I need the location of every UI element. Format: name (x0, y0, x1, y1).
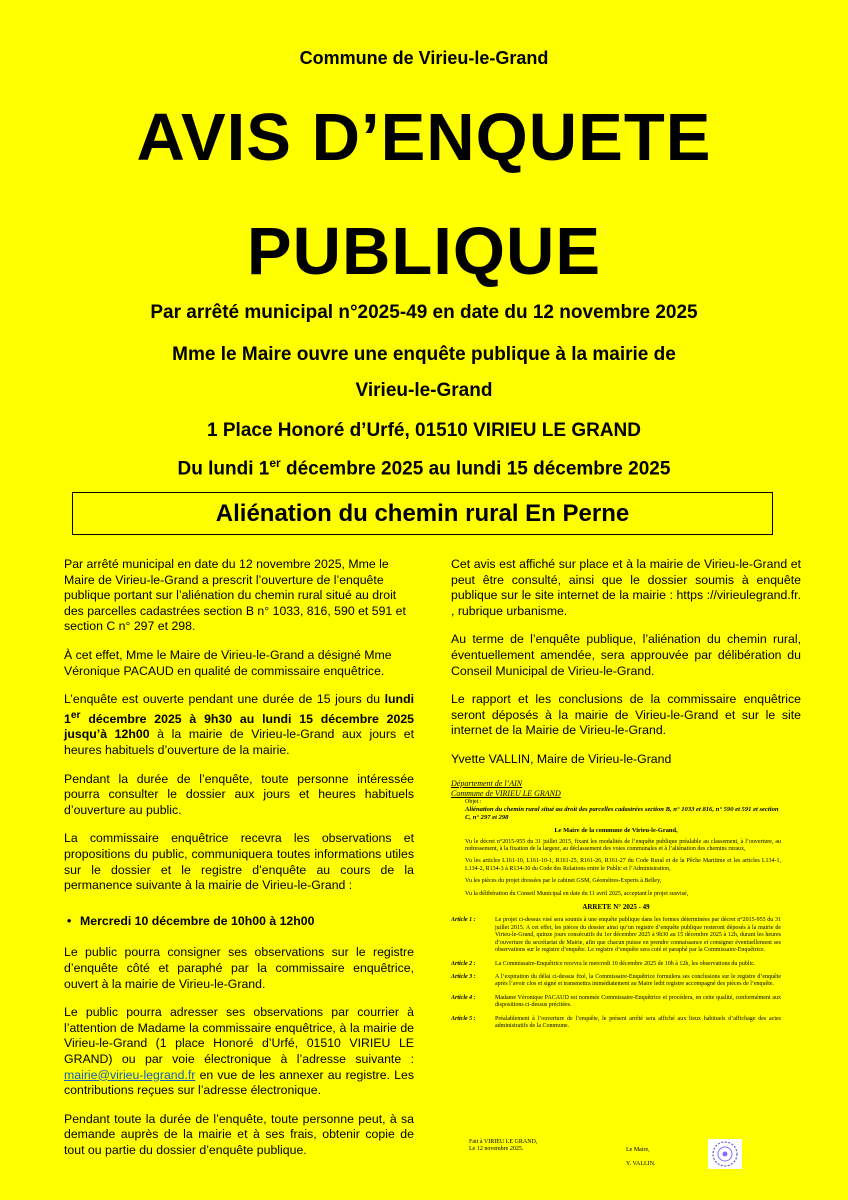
arrete-vu-2: Vu les articles L161-10, L161-10-1, R161-25, R161-26, R161-27 du Code Rural et de la Pêche Maritime et les articles L134-1, L134-2, R134-3 à R134-30 du Code des Relations entre le Public et l’Administration, (465, 858, 781, 872)
fait-date: Le 12 novembre 2025. (469, 1146, 524, 1152)
fait-a (469, 1139, 537, 1153)
arrete-vu-3: Vu les pièces du projet dressées par le cabinet GSM, Géomètres-Experts à Belley, (465, 878, 662, 885)
arrete-signature (626, 1143, 656, 1171)
paragraph-registre: Le public pourra consigner ses observations sur le registre d’enquête côté et paraphé par la commissaire enquêtrice, ouvert à la mairie de Virieu-le-Grand. (64, 945, 414, 991)
duree-location: à la mairie de Virieu-le-Grand aux jours et heures habituels d’ouverture de la mairie. (64, 727, 414, 758)
dates-end: décembre 2025 au lundi 15 décembre 2025 (280, 458, 671, 480)
article-5-label: Article 5 : (451, 1015, 476, 1022)
arrete-number-heading: ARRETE N° 2025 - 49 (582, 903, 650, 912)
title-line-1: AVIS D’ENQUETE (136, 100, 712, 175)
article-4-label: Article 4 : (451, 994, 476, 1001)
paragraph-consultation: Pendant la durée de l’enquête, toute personne intéressée pourra consulter le dossier aux jours et heures habituels d’ouverture au public. (64, 771, 414, 817)
article-3-text: A l’expiration du délai ci-dessus fixé, la Commissaire-Enquêtrice formulera ses conclusions sur le registre d’enquête après l’avoir clos et signé et transmettra immédiatement au Maire ledit registre accompagné des pièces de l’enquête. (495, 973, 781, 988)
article-4-text: Madame Véronique PACAUD est nommée Commissaire-Enquêtrice et procédera, en cette qualité, conformément aux dispositions ci-dessus précitées. (495, 994, 781, 1009)
arrete-article-1 (451, 917, 781, 954)
duree-range: décembre 2025 à 9h30 au lundi 15 décembre 2025 jusqu’à 12h00 (64, 711, 414, 742)
paragraph-duree (64, 692, 414, 758)
arrete-objet: Aliénation du chemin rural situé au droit des parcelles cadastrées section B, n° 1033 et 816, n° 590 et 591 et section C, n° 297 et 298 (465, 806, 779, 821)
enquete-dates (0, 456, 848, 480)
paragraph-affichage: Cet avis est affiché sur place et à la mairie de Virieu-le-Grand et peut être consulté, ainsi que le dossier soumis à enquête publique sur le site internet de la mairie : https ://virieulegrand.fr. , rubrique urbanisme. (451, 557, 801, 618)
signature-line: Yvette VALLIN, Maire de Virieu-le-Grand (451, 751, 672, 766)
commune-name: Commune de Virieu-le-Grand (299, 48, 549, 68)
arrete-article-4 (451, 995, 781, 1010)
arrete-departement: Département de l’AIN (451, 779, 523, 788)
duree-intro: L’enquête est ouverte pendant une durée de 15 jours du (64, 692, 385, 707)
arrete-vu-4: Vu la délibération du Conseil Municipal en date du 11 avril 2025, acceptant le projet susvisé, (465, 890, 689, 897)
arrete-commune: Commune de VIRIEU LE GRAND (451, 789, 561, 798)
paragraph-commissaire: À cet effet, Mme le Maire de Virieu-le-Grand a désigné Mme Véronique PACAUD en qualité de commissaire enquêtrice. (64, 647, 392, 678)
arrete-article-5 (451, 1016, 781, 1031)
paragraph-courrier (64, 1005, 414, 1099)
arrete-maire-heading: Le Maire de la commune de Virieu-le-Grand, (554, 827, 678, 835)
signataire-name: Y. VALLIN. (626, 1161, 656, 1167)
article-2-label: Article 2 : (451, 960, 476, 967)
duree-start: lundi 1 (64, 692, 414, 726)
courrier-text-end: en vue de les annexer au registre. Les contributions reçues sur l’adresse électronique. (64, 1067, 414, 1098)
arrete-objet-label: Objet : (465, 799, 482, 805)
arrete-article-2 (451, 961, 781, 968)
maire-announcement-line-1: Mme le Maire ouvre une enquête publique à la mairie de (172, 344, 676, 365)
paragraph-arrete: Par arrêté municipal en date du 12 novembre 2025, Mme le Maire de Virieu-le-Grand a prescrit l’ouverture de l’enquête publique portant sur l’aliénation du chemin rural situé au droit des parcelles cadastrées section B n° 1033, 816, 590 et 591 et section C n° 297 et 298. (64, 557, 406, 634)
left-column (64, 557, 414, 1172)
article-5-text: Préalablement à l’ouverture de l’enquête, le présent arrêté sera affiché aux lieux habituels d’affichage des actes administratifs de la Commune. (495, 1015, 781, 1029)
article-3-label: Article 3 : (451, 973, 476, 980)
paragraph-permanence: La commissaire enquêtrice recevra les observations et propositions du public, communiquera toutes informations utiles sur le dossier et le registre d’enquête au cours de la permanence suivante à la mairie de Virieu-le-Grand : (64, 831, 414, 893)
arrete-reference: Par arrêté municipal n°2025-49 en date du 12 novembre 2025 (150, 302, 698, 323)
title-line-2: PUBLIQUE (246, 214, 602, 289)
arrete-article-3 (451, 974, 781, 989)
courrier-text: Le public pourra adresser ses observations par courrier à l’attention de Madame la commissaire enquêtrice, à la mairie de Virieu-le-Grand (1 place Honoré d’Urfé, 01510 VIRIEU LE GRAND) ou par voie électronique à l’adresse suivante : (64, 1005, 414, 1066)
maire-announcement-line-2: Virieu-le-Grand (355, 380, 493, 401)
dates-start: Du lundi 1 (177, 458, 270, 480)
dates-superscript: er (269, 456, 281, 470)
article-1-label: Article 1 : (451, 917, 476, 924)
mairie-stamp-icon (708, 1139, 742, 1169)
le-maire-label: Le Maire, (626, 1147, 650, 1153)
paragraph-approbation: Au terme de l’enquête publique, l’aliénation du chemin rural, éventuellement amendée, sera approuvée par délibération du Conseil Municipal de Virieu-le-Grand. (451, 632, 801, 678)
paragraph-rapport: Le rapport et les conclusions de la commissaire enquêtrice seront déposés à la mairie de Virieu-le-Grand et sur le site internet de la Mairie de Virieu-le-Grand. (451, 692, 801, 738)
arrete-document-image (451, 779, 781, 1169)
article-2-text: La Commissaire-Enquêtrice recevra le mercredi 10 décembre 2025 de 10h à 12h, les observations du public. (495, 960, 756, 967)
fait-place: Fait à VIRIEU LE GRAND, (469, 1139, 538, 1145)
duree-superscript: er (70, 709, 81, 721)
mairie-address: 1 Place Honoré d’Urfé, 01510 VIRIEU LE GRAND (207, 420, 641, 441)
permanence-list (64, 914, 414, 930)
mairie-email-link[interactable]: mairie@virieu-legrand.fr (64, 1067, 196, 1082)
article-1-text: Le projet ci-dessus visé sera soumis à une enquête publique dans les formes déterminées par décret n°2015-955 du 31 juillet 2015. A cet effet, les pièces du dossier ainsi qu’un registre d’enquête publique resteront déposés à la mairie de Virieu-le-Grand, quinze jours consécutifs du 1er décembre 2025 à 9h30 au 15 décembre 2025 à 12h, durant les heures d’ouverture du secrétariat de Mairie, afin que chacun puisse en prendre connaissance et consigner éventuellement ses observations sur le registre d’enquête. Le registre d’enquête sera coté et paraphé par la Commissaire-Enquêtrice. (495, 917, 781, 954)
objet-box: Aliénation du chemin rural En Perne (72, 492, 773, 535)
right-column (451, 557, 801, 781)
permanence-item: • Mercredi 10 décembre de 10h00 à 12h00 (80, 914, 414, 930)
paragraph-copie: Pendant toute la durée de l’enquête, toute personne peut, à sa demande auprès de la mairie et à ses frais, obtenir copie de tout ou partie du dossier d’enquête publique. (64, 1111, 414, 1157)
arrete-vu-1: Vu le décret n°2015-955 du 31 juillet 2015, fixant les modalités de l’enquête publique préalable au classement, à l’ouverture, au redressement, à la fixation de la largeur, au déclassement des voies communales et à l’aliénation des chemins ruraux, (465, 838, 781, 853)
